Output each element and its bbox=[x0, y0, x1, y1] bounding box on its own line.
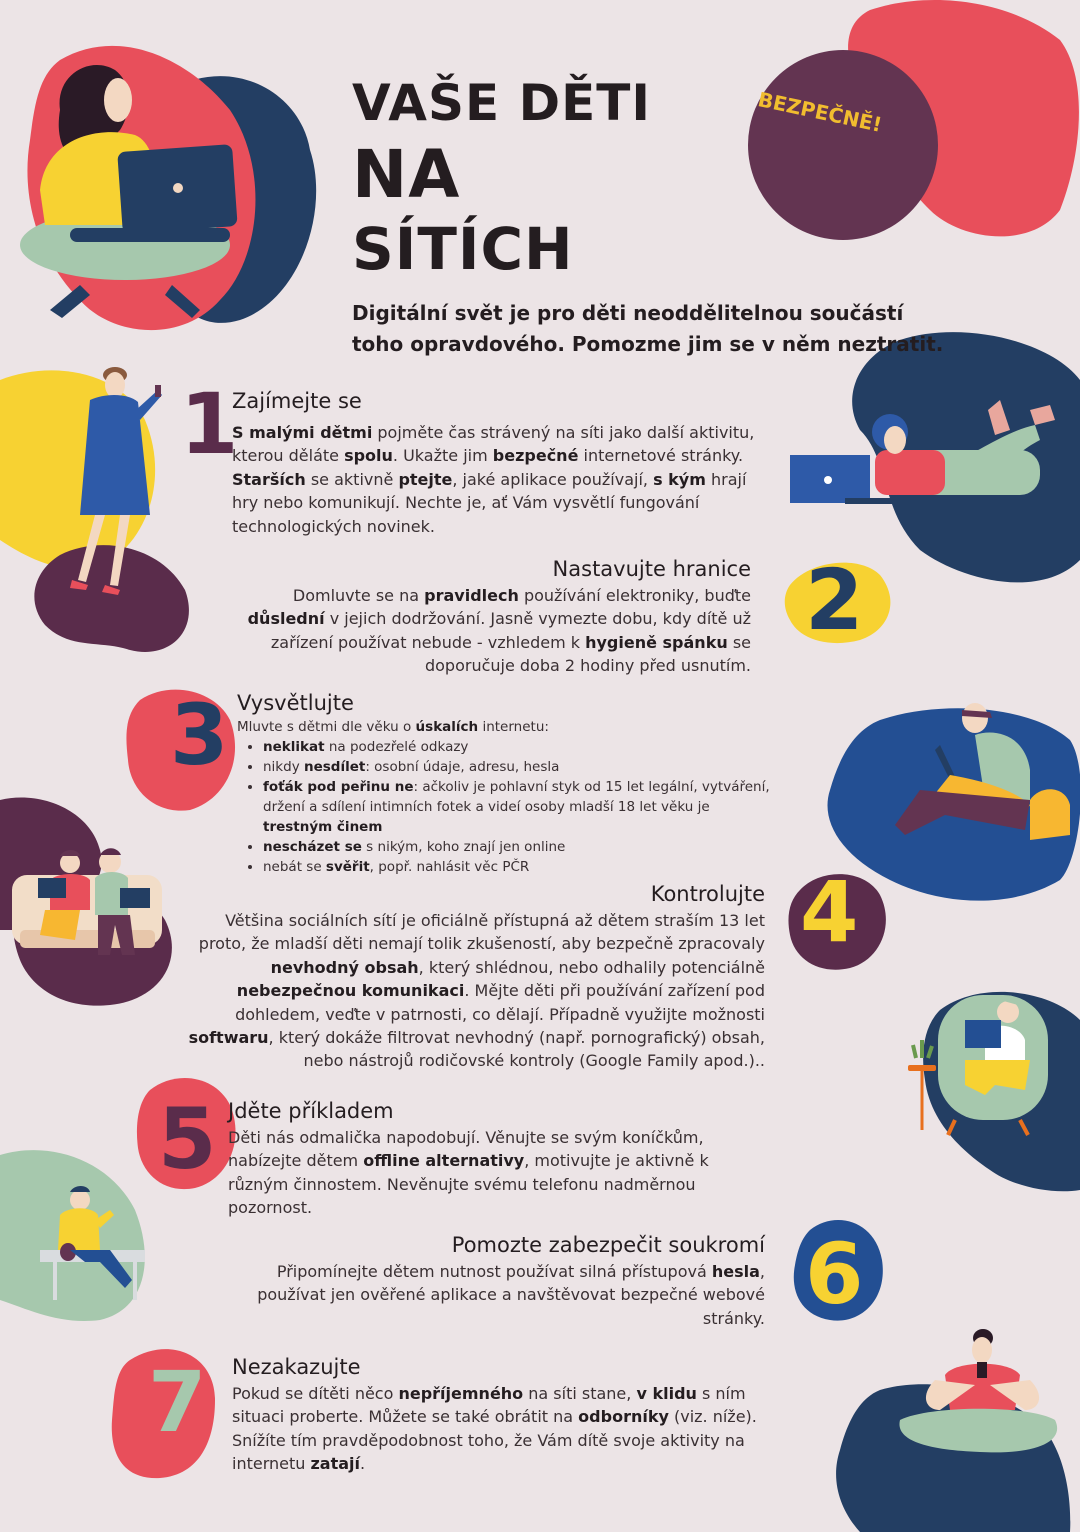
section-6-text: Připomínejte dětem nutnost používat silná přístupová hesla, používat jen ověřené aplikace a navštěvovat bezpečné webové stránky. bbox=[257, 1262, 765, 1328]
title-line-1: VAŠE DĚTI bbox=[352, 74, 651, 132]
subtitle-line-1: Digitální svět je pro děti neoddělitelnou součástí bbox=[352, 301, 904, 325]
badge-circle bbox=[748, 50, 938, 240]
section-6-title: Pomozte zabezpečit soukromí bbox=[451, 1233, 765, 1257]
section-3-title: Vysvětlujte bbox=[237, 691, 354, 715]
list-item: • neklikat na podezřelé odkazy bbox=[263, 737, 782, 757]
list-item: • nebát se svěřit, popř. nahlásit věc PČR bbox=[263, 857, 782, 877]
title-line-2: NA bbox=[352, 136, 461, 213]
section-2 bbox=[228, 555, 751, 678]
subtitle-line-2: toho opravdového. Pomozme jim se v něm neztratit. bbox=[352, 332, 944, 356]
section-5-text: Děti nás odmalička napodobují. Věnujte se svým koníčkům, nabízejte dětem offline alternativy, motivujte je aktivně k různým činnostem. Nevěnujte svému telefonu nadměrnou pozornost. bbox=[228, 1128, 709, 1218]
section-3 bbox=[237, 689, 782, 877]
subtitle bbox=[352, 298, 1012, 360]
title-line-3: SÍTÍCH bbox=[352, 215, 574, 283]
section-5 bbox=[228, 1097, 768, 1220]
section-7-title: Nezakazujte bbox=[232, 1355, 361, 1379]
safety-badge: BEZPEČNĚ! bbox=[755, 87, 885, 137]
section-7-text: Pokud se dítěti něco nepříjemného na síti stane, v klidu s ním situaci proberte. Můžete se také obrátit na odborníky (viz. níže). Snížíte tím pravděpodobnost toho, že Vám dítě svoje aktivity na internetu zatají. bbox=[232, 1384, 757, 1474]
section-4-text: Většina sociálních sítí je oficiálně přístupná až dětem straším 13 let proto, že mladší děti nemají tolik zkušeností, aby bezpečně zpracovaly nevhodný obsah, který shlédnou, nebo odhalily potenciálně nebezpečnou komunikaci. Mějte děti při používání zařízení pod dohledem, veďte v patrnosti, co dělají. Případně využijte možnosti softwaru, který dokáže filtrovat nevhodný (např. pornografický) obsah, nebo nástrojů rodičovské kontroly (Google Family apod.).. bbox=[188, 911, 765, 1071]
section-7 bbox=[232, 1353, 797, 1476]
list-item: • nescházet se s nikým, koho znají jen online bbox=[263, 837, 782, 857]
section-3-intro: Mluvte s dětmi dle věku o úskalích internetu: bbox=[237, 719, 549, 735]
section-number-6: 6 bbox=[805, 1225, 864, 1323]
section-number-7: 7 bbox=[148, 1353, 207, 1451]
section-1-title: Zajímejte se bbox=[232, 389, 362, 413]
section-4 bbox=[182, 880, 765, 1073]
section-number-2: 2 bbox=[805, 551, 864, 649]
blob-plum-left-1 bbox=[34, 545, 189, 652]
section-number-3: 3 bbox=[170, 686, 229, 784]
section-3-list bbox=[237, 737, 782, 877]
section-5-title: Jděte příkladem bbox=[228, 1099, 394, 1123]
section-4-title: Kontrolujte bbox=[650, 882, 765, 906]
list-item: • foťák pod peřinu ne: ačkoliv je pohlavní styk od 15 let legální, vytváření, držení a sdílení intimních fotek a videí osoby mladší 18 let věku je trestným činem bbox=[263, 777, 782, 837]
section-1-text: S malými dětmi pojměte čas strávený na síti jako další aktivitu, kterou děláte spolu. Ukažte jim bezpečné internetové stránky. Starších se aktivně ptejte, jaké aplikace používají, s kým hrají hry nebo komunikují. Nechte je, ať Vám vysvětlí fungování technologických novinek. bbox=[232, 423, 755, 536]
section-2-title: Nastavujte hranice bbox=[552, 557, 751, 581]
section-2-text: Domluvte se na pravidlech používání elektroniky, buďte důslední v jejich dodržování. Jasně vymezte dobu, kdy dítě už zařízení používat nebude - vzhledem k hygieně spánku se doporučuje doba 2 hodiny před usnutím. bbox=[247, 586, 751, 676]
page-title bbox=[352, 74, 651, 283]
section-number-1: 1 bbox=[180, 375, 239, 473]
section-1 bbox=[232, 387, 777, 538]
section-6 bbox=[212, 1231, 765, 1330]
section-number-5: 5 bbox=[158, 1090, 217, 1188]
list-item: • nikdy nesdílet: osobní údaje, adresu, hesla bbox=[263, 757, 782, 777]
section-number-4: 4 bbox=[800, 863, 859, 961]
